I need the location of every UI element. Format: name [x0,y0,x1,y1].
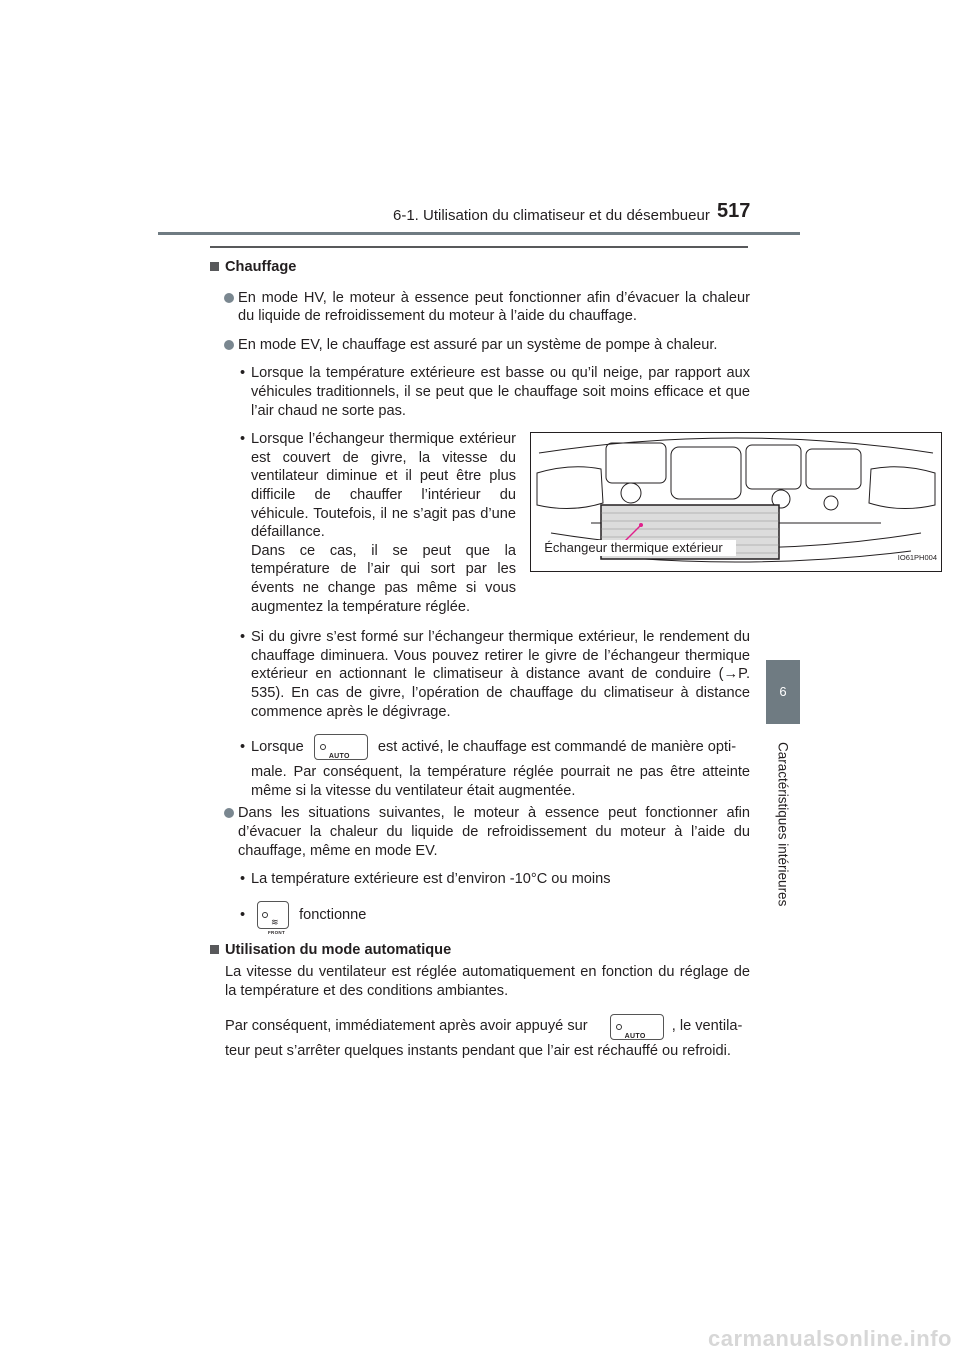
square-bullet-icon [210,945,219,954]
sub-item-low-temperature [210,364,750,420]
sub-item-text-after: est activé, le chauffage est commandé de manière opti- [377,739,737,756]
chapter-side-label-text: Caractéristiques intérieures [775,742,791,907]
figure-id: IO61PH004 [897,552,937,562]
circle-bullet-icon [224,340,234,350]
sub-item-frost [210,430,516,616]
dot-bullet: • [240,431,246,448]
dot-bullet: • [240,365,246,382]
bullet-hv-mode [210,289,750,326]
auto-paragraph-2 [210,1010,750,1061]
sub-item-front-defroster [210,899,750,935]
heading-text: Chauffage [225,259,297,275]
sub-item-text: Si du givre s’est formé sur l’échangeur thermique extérieur, le rendement du chauffage diminuera. Vous pouvez retirer le givre de l’échangeur thermique extérieur en actionnant le climatiseur à distance avant de conduire (→P. 535). En cas de givre, l’opération de chauffage du climatiseur à distance commence après le dégivrage. [251,629,750,720]
indicator-led-icon [320,744,326,750]
dot-bullet: • [240,871,246,888]
sub-item-cold-temperature [210,870,750,889]
indicator-led-icon [616,1024,622,1030]
auto-button-icon [610,1014,664,1040]
auto-paragraph-1: La vitesse du ventilateur est réglée automatiquement en fonction du réglage de la température et des conditions ambiantes. [225,964,750,999]
bullet-ev-mode [210,336,750,355]
header-rule [158,232,800,235]
bullet-engine-runs-ev [210,804,750,860]
chapter-tab[interactable]: 6 [766,660,800,724]
front-defroster-button-icon [257,901,289,935]
sub-item-text: Lorsque la température extérieure est basse ou qu’il neige, par rapport aux véhicules traditionnels, il se peut que le chauffage soit moins efficace et que l’air chaud ne sorte pas. [251,365,750,419]
sub-item-text: Lorsque l’échangeur thermique extérieur est couvert de givre, la vitesse du ventilateur diminue et il peut être plus difficile de chauffer l’intérieur du véhicule. Toutefois, il ne s’agit pas d’une défaillance. [251,431,516,541]
chapter-side-label [763,742,803,1042]
sub-item-auto-heating [210,731,750,800]
bullet-text: En mode HV, le moteur à essence peut fonctionner afin d’évacuer la chaleur du liquide de refroidissement du moteur à l’aide du chauffage. [238,289,750,325]
engine-bay-figure [530,432,942,572]
figure-caption: Échangeur thermique extérieur [531,540,736,556]
front-button-label: FRONT [268,929,285,935]
sub-item-defrost [210,628,750,721]
auto-button-label: AUTO [624,1032,646,1040]
sub-item-text: fonctionne [299,906,367,923]
paragraph-text-continued: teur peut s’arrêter quelques instants pendant que l’air est réchauffé ou refroidi. [225,1043,731,1060]
circle-bullet-icon [224,808,234,818]
windshield-defroster-icon: ≋ [271,916,279,927]
sub-item-text-continued: male. Par conséquent, la température réglée pourrait ne pas être atteinte même si la vitesse du ventilateur était augmentée. [251,764,750,799]
bullet-text: En mode EV, le chauffage est assuré par un système de pompe à chaleur. [238,336,718,353]
sub-item-text-continued: Dans ce cas, il se peut que la température de l’air qui sort par les évents ne change pas même si vous augmentez la température réglée. [251,542,516,615]
bullet-text: Dans les situations suivantes, le moteur à essence peut fonctionner afin d’évacuer la chaleur du liquide de refroidissement du moteur à l’aide du chauffage, même en mode EV. [238,805,750,859]
dot-bullet: • [240,629,246,646]
section-heading-auto [210,941,750,960]
sub-item-text-before: Lorsque [251,739,304,756]
chapter-title: 6-1. Utilisation du climatiseur et du désembueur [393,207,710,224]
dot-bullet: • [240,906,246,923]
auto-button-label: AUTO [328,753,350,761]
auto-button-icon [314,734,368,760]
square-bullet-icon [210,262,219,271]
sub-item-text: La température extérieure est d’environ -10°C ou moins [251,871,611,888]
section-heading-heating [210,258,750,277]
heading-text: Utilisation du mode automatique [225,941,452,958]
paragraph-text-before: Par conséquent, immédiatement après avoir appuyé sur [225,1018,588,1035]
content-rule [210,246,748,248]
site-watermark: carmanualsonline.info [708,1326,952,1351]
dot-bullet: • [240,739,246,756]
frost-item-with-figure [210,430,937,620]
page-number: 517 [717,200,751,222]
paragraph-text-after: , le ventila- [671,1018,743,1035]
circle-bullet-icon [224,293,234,303]
